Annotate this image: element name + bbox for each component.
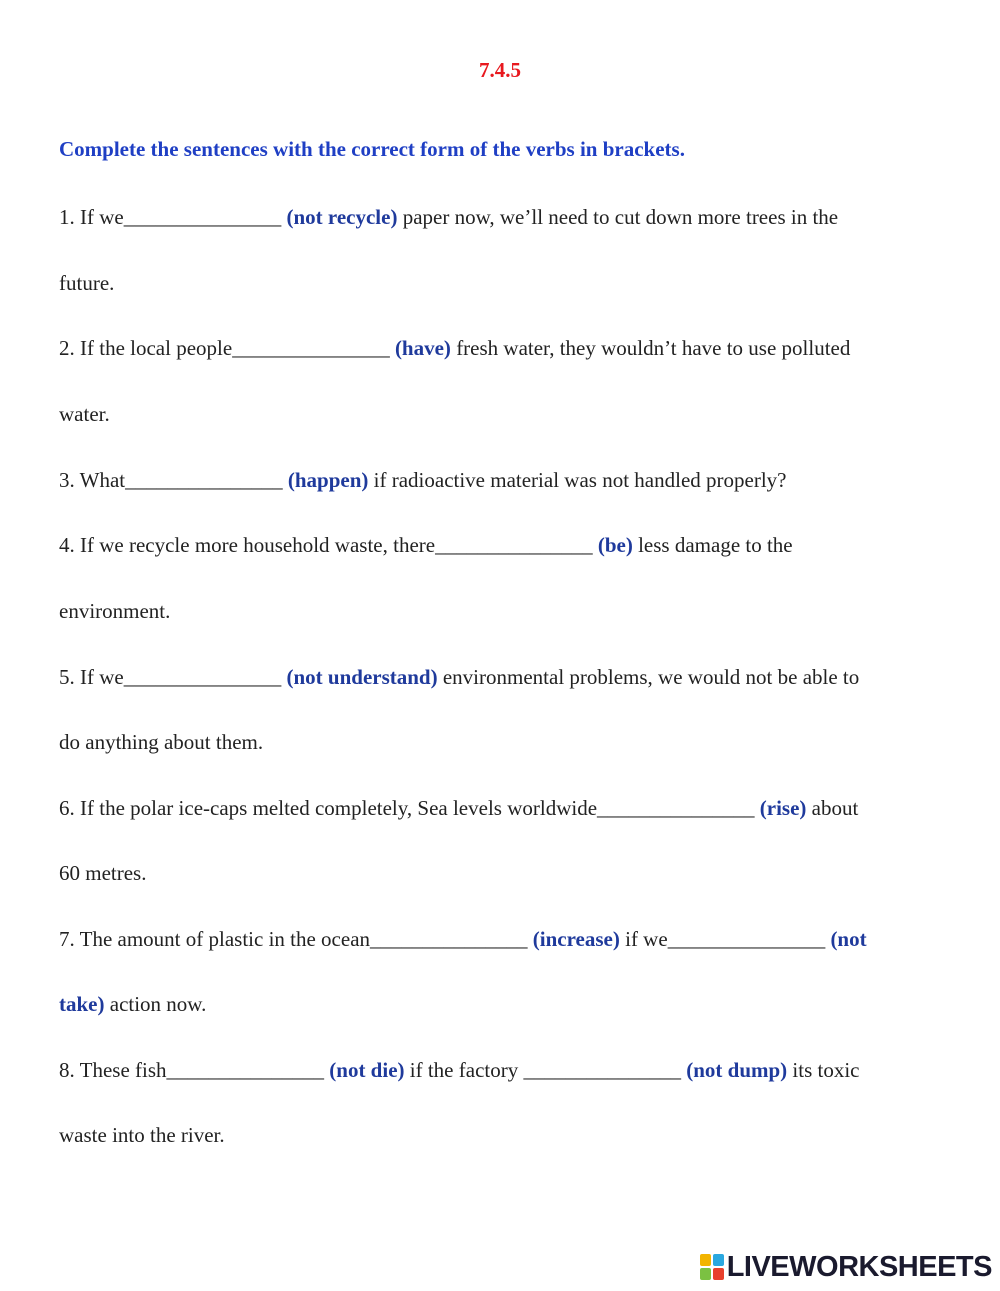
sentence-5-line-2: do anything about them. <box>59 730 264 754</box>
answer-blank-4[interactable]: _______________ <box>435 533 593 557</box>
answer-blank-1[interactable]: _______________ <box>123 205 282 229</box>
answer-blank-8a[interactable]: _______________ <box>166 1058 325 1082</box>
liveworksheets-logo-icon <box>700 1254 724 1280</box>
sentence-2-line-1: 2. If the local people_______________ (have) fresh water, they wouldn’t have to use polluted <box>59 336 851 360</box>
sentence-7-line-1: 7. The amount of plastic in the ocean_______________ (increase) if we_______________ (not <box>59 927 867 951</box>
worksheet-code: 7.4.5 <box>479 58 521 82</box>
answer-blank-7a[interactable]: _______________ <box>370 927 528 951</box>
sentence-1-line-1: 1. If we_______________ (not recycle) paper now, we’ll need to cut down more trees in the <box>59 205 839 229</box>
sentence-7-line-2: take) action now. <box>59 992 207 1016</box>
sentence-5-line-1: 5. If we_______________ (not understand) environmental problems, we would not be able to <box>59 665 860 689</box>
sentence-8-line-2: waste into the river. <box>59 1123 225 1147</box>
sentence-4-line-1: 4. If we recycle more household waste, there_______________ (be) less damage to the <box>59 533 793 557</box>
answer-blank-3[interactable]: _______________ <box>125 468 283 492</box>
sentence-2-line-2: water. <box>59 402 110 426</box>
sentence-6-line-2: 60 metres. <box>59 861 147 885</box>
verb-hint: (not die) <box>329 1058 405 1082</box>
sentence-4-line-2: environment. <box>59 599 171 623</box>
instruction-heading: Complete the sentences with the correct form of the verbs in brackets. <box>59 137 685 161</box>
verb-hint: (rise) <box>759 796 807 820</box>
verb-hint: (not understand) <box>286 665 438 689</box>
verb-hint: (not dump) <box>686 1058 788 1082</box>
verb-hint: (increase) <box>532 927 620 951</box>
verb-hint: (not recycle) <box>286 205 398 229</box>
verb-hint: (be) <box>597 533 633 557</box>
sentence-8-line-1: 8. These fish_______________ (not die) if the factory _______________ (not dump) its toxic <box>59 1058 860 1082</box>
answer-blank-2[interactable]: _______________ <box>232 336 390 360</box>
sentence-6-line-1: 6. If the polar ice-caps melted completely, Sea levels worldwide_______________ (rise) about <box>59 796 859 820</box>
verb-hint: (have) <box>394 336 451 360</box>
verb-hint: (happen) <box>287 468 369 492</box>
answer-blank-6[interactable]: _______________ <box>597 796 755 820</box>
answer-blank-7b[interactable]: _______________ <box>667 927 826 951</box>
sentence-3-line-1: 3. What_______________ (happen) if radioactive material was not handled properly? <box>59 468 787 492</box>
logo-text: LIVEWORKSHEETS <box>726 1250 992 1283</box>
answer-blank-5[interactable]: _______________ <box>123 665 282 689</box>
liveworksheets-logo[interactable] <box>700 1250 992 1284</box>
verb-hint: (not <box>830 927 867 951</box>
verb-hint: take) <box>59 992 105 1016</box>
sentence-1-line-2: future. <box>59 271 115 295</box>
answer-blank-8b[interactable]: _______________ <box>523 1058 681 1082</box>
